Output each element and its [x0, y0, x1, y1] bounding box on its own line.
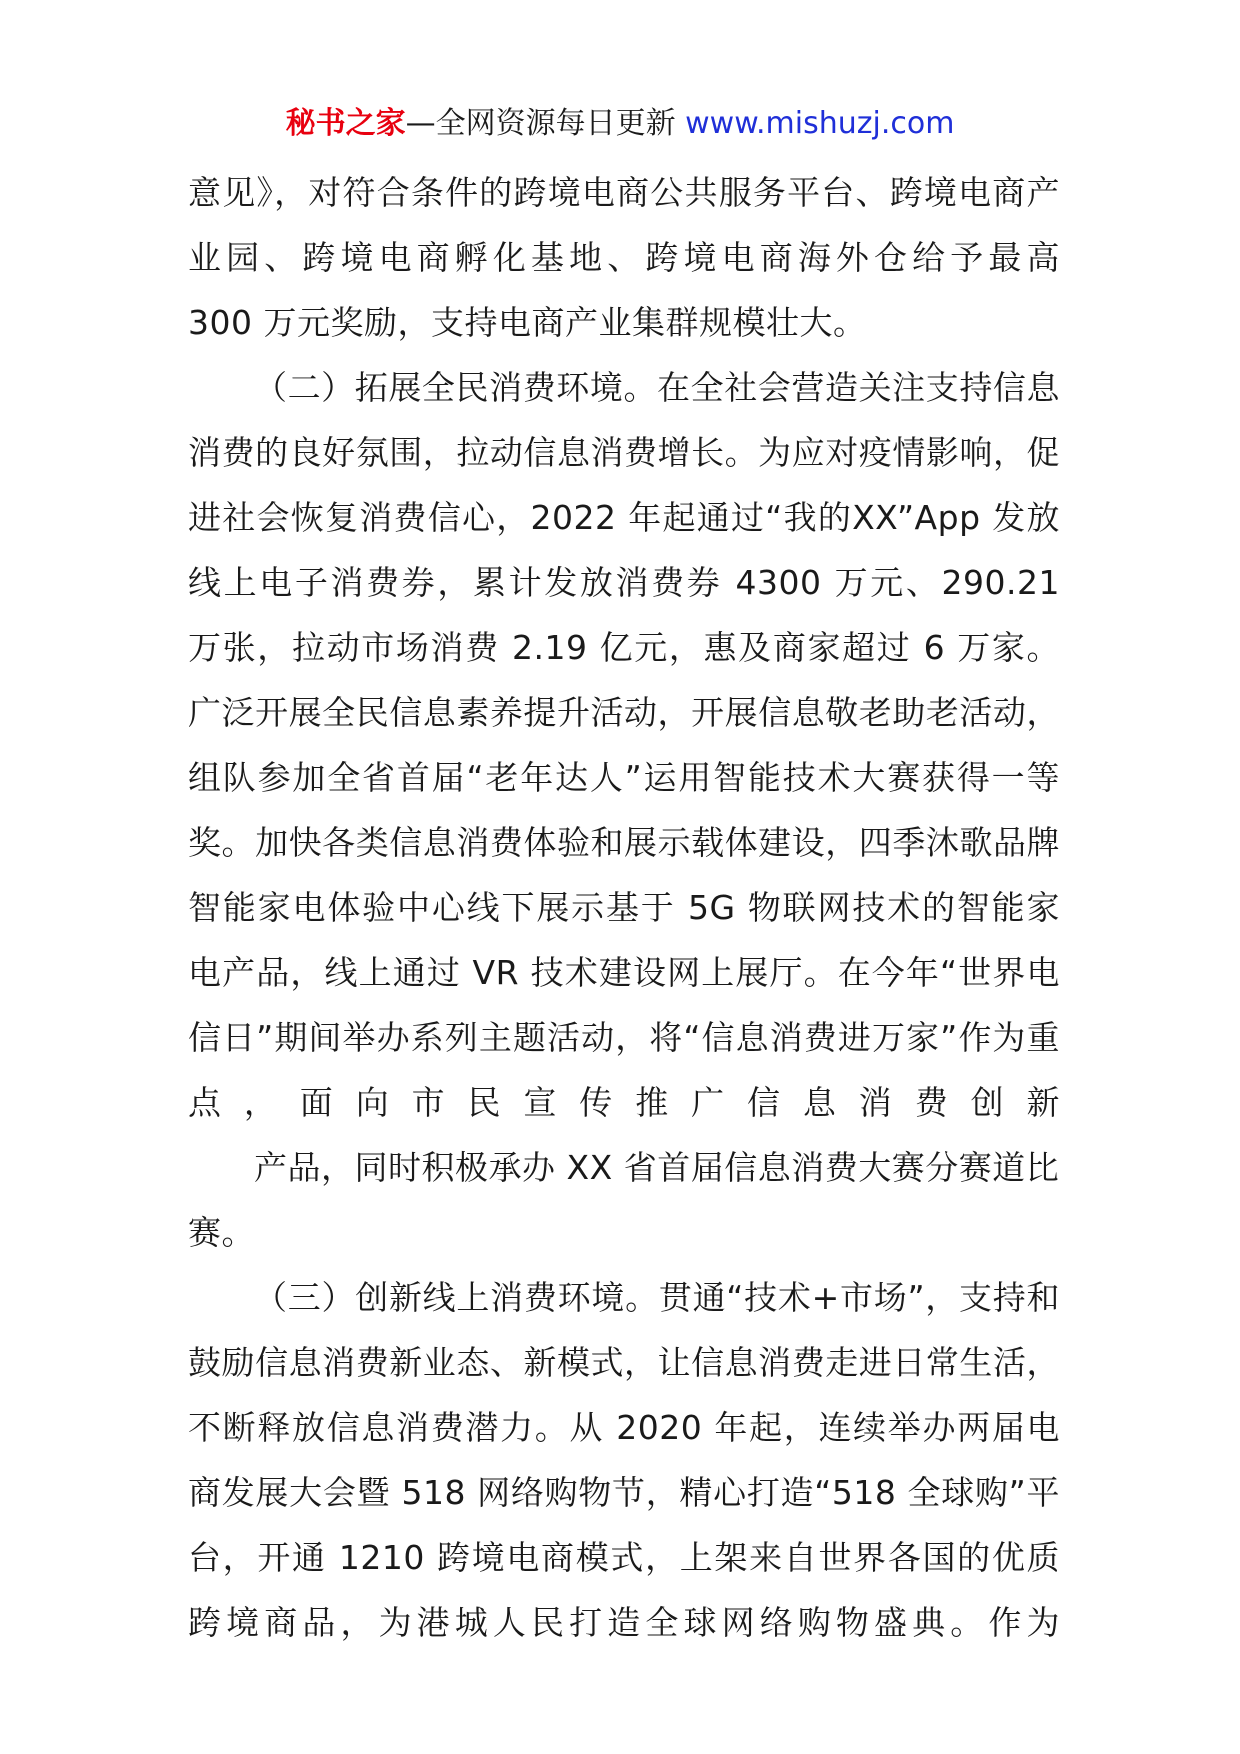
website-link[interactable]: www.mishuzj.com	[685, 106, 955, 141]
brand-name: 秘书之家	[285, 106, 406, 141]
paragraph-text: （三）创新线上消费环境。贯通“技术+市场”，支持和鼓励信息消费新业态、新模式，让信息消费走进日常生活，不断释放信息消费潜力。从 2020 年起，连续举办两届电商发展大会暨 518 网络购物节，精心打造“518 全球购”平台，开通 1210 跨境电商模式，上架来自世界各国的优质跨境商品，为港城人民打造全球网络购物盛典。作为	[188, 1278, 1060, 1642]
paragraph-text: （二）拓展全民消费环境。在全社会营造关注支持信息消费的良好氛围，拉动信息消费增长。为应对疫情影响，促进社会恢复消费信心，2022 年起通过“我的XX”App 发放线上电子消费券，累计发放消费券 4300 万元、290.21 万张，拉动市场消费 2.19 亿元，惠及商家超过 6 万家。广泛开展全民信息素养提升活动，开展信息敬老助老活动，组队参加全省首届“老年达人”运用智能技术大赛获得一等奖。加快各类信息消费体验和展示载体建设，四季沐歌品牌智能家电体验中心线下展示基于 5G 物联网技术的智能家电产品，线上通过 VR 技术建设网上展厅。在今年“世界电信日”期间举办系列主题活动，将“信息消费进万家”作为重点，面向市民宣传推广信息消费创新	[188, 368, 1060, 1122]
paragraph-continuation	[188, 160, 1060, 355]
document-body	[188, 160, 1060, 1655]
paragraph-online-consumption	[188, 1265, 1060, 1655]
page-header	[0, 102, 1240, 146]
paragraph-text: 意见》，对符合条件的跨境电商公共服务平台、跨境电商产业园、跨境电商孵化基地、跨境电商海外仓给予最高	[188, 173, 1060, 277]
paragraph-last-line: 产品，同时积极承办 XX 省首届信息消费大赛分赛道比赛。	[188, 1148, 1060, 1252]
header-tagline: —全网资源每日更新	[405, 106, 676, 141]
paragraph-consumption-environment	[188, 355, 1060, 1265]
paragraph-last-line: 300 万元奖励，支持电商产业集群规模壮大。	[188, 303, 867, 342]
